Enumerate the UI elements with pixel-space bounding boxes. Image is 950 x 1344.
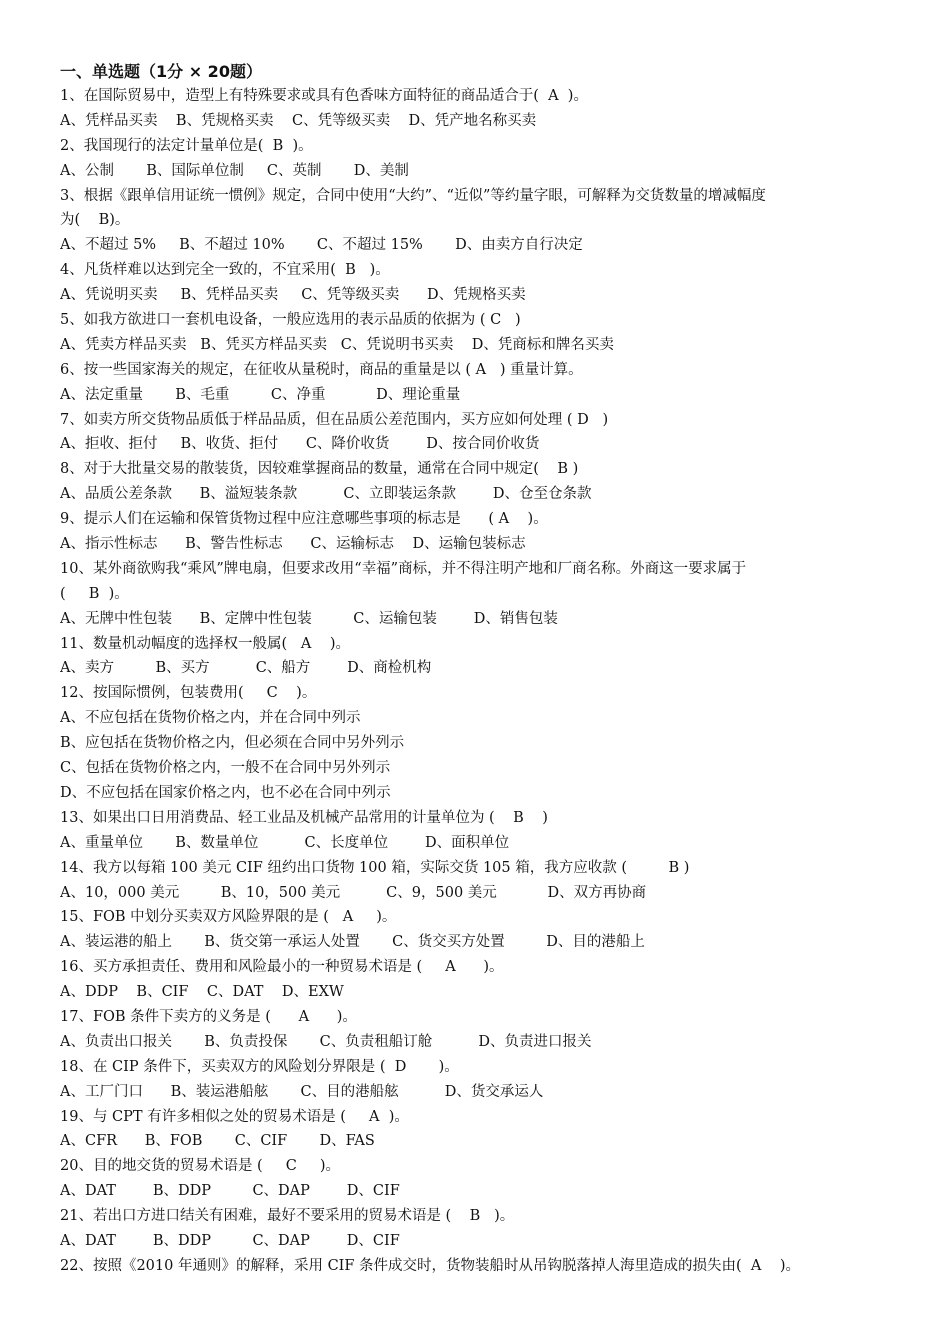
- option-line: A、公制 B、国际单位制 C、英制 D、美制: [60, 162, 409, 179]
- question-line: 20、目的地交货的贸易术语是 ( C )。: [60, 1158, 341, 1175]
- question-line: 3、根据《跟单信用证统一惯例》规定，合同中使用“大约”、“近似”等约量字眼，可解释为交货数量的增减幅度: [60, 187, 766, 204]
- option-line: A、DAT B、DDP C、DAP D、CIF: [60, 1183, 400, 1200]
- question-line: 6、按一些国家海关的规定，在征收从量税时，商品的重量是以 ( A ) 重量计算。: [60, 361, 583, 378]
- section-title: 一、单选题（1分 × 20题）: [60, 62, 262, 81]
- option-line: A、装运港的船上 B、货交第一承运人处置 C、货交买方处置 D、目的港船上: [60, 934, 645, 951]
- option-line: B、应包括在货物价格之内，但必须在合同中另外列示: [60, 735, 405, 752]
- option-line: A、凭卖方样品买卖 B、凭买方样品买卖 C、凭说明书买卖 D、凭商标和牌名买卖: [60, 336, 614, 353]
- question-line: ( B )。: [60, 585, 129, 602]
- question-line: 16、买方承担责任、费用和风险最小的一种贸易术语是 ( A )。: [60, 959, 504, 976]
- option-line: A、DAT B、DDP C、DAP D、CIF: [60, 1232, 400, 1249]
- option-line: A、重量单位 B、数量单位 C、长度单位 D、面积单位: [60, 834, 510, 851]
- exam-document: [60, 60, 900, 1279]
- option-line: A、凭说明买卖 B、凭样品买卖 C、凭等级买卖 D、凭规格买卖: [60, 287, 526, 304]
- question-line: 为( B)。: [60, 212, 130, 229]
- option-line: A、拒收、拒付 B、收货、拒付 C、降价收货 D、按合同价收货: [60, 436, 540, 453]
- question-line: 10、某外商欲购我“乘风”牌电扇，但要求改用“幸福”商标，并不得注明产地和厂商名称。外商这一要求属于: [60, 560, 747, 577]
- question-line: 18、在 CIP 条件下，买卖双方的风险划分界限是 ( D )。: [60, 1058, 459, 1075]
- option-line: A、CFR B、FOB C、CIF D、FAS: [60, 1133, 375, 1150]
- question-line: 22、按照《2010 年通则》的解释，采用 CIF 条件成交时，货物装船时从吊钩脱落掉人海里造成的损失由( A )。: [60, 1257, 800, 1274]
- question-line: 9、提示人们在运输和保管货物过程中应注意哪些事项的标志是 ( A )。: [60, 511, 548, 528]
- option-line: A、不应包括在货物价格之内，并在合同中列示: [60, 710, 361, 727]
- option-line: C、包括在货物价格之内，一般不在合同中另外列示: [60, 760, 391, 777]
- question-line: 13、如果出口日用消费品、轻工业品及机械产品常用的计量单位为 ( B ): [60, 809, 548, 826]
- question-line: 11、数量机动幅度的选择权一般属( A )。: [60, 635, 350, 652]
- option-line: A、工厂门口 B、装运港船舷 C、目的港船舷 D、货交承运人: [60, 1083, 544, 1100]
- question-line: 4、凡货样难以达到完全一致的，不宜采用( B )。: [60, 262, 390, 279]
- question-line: 14、我方以每箱 100 美元 CIF 纽约出口货物 100 箱，实际交货 105 箱，我方应收款 ( B ): [60, 859, 690, 876]
- question-line: 17、FOB 条件下卖方的义务是 ( A )。: [60, 1008, 357, 1025]
- option-line: A、品质公差条款 B、溢短装条款 C、立即装运条款 D、仓至仓条款: [60, 486, 592, 503]
- question-line: 7、如卖方所交货物品质低于样品品质，但在品质公差范围内，买方应如何处理 ( D ): [60, 411, 609, 428]
- question-line: 19、与 CPT 有许多相似之处的贸易术语是 ( A )。: [60, 1108, 409, 1125]
- question-line: 12、按国际惯例，包装费用( C )。: [60, 685, 317, 702]
- question-line: 2、我国现行的法定计量单位是( B )。: [60, 137, 313, 154]
- option-line: A、DDP B、CIF C、DAT D、EXW: [60, 984, 344, 1001]
- option-line: A、凭样品买卖 B、凭规格买卖 C、凭等级买卖 D、凭产地名称买卖: [60, 112, 537, 129]
- option-line: A、不超过 5% B、不超过 10% C、不超过 15% D、由卖方自行决定: [60, 237, 583, 254]
- option-line: A、法定重量 B、毛重 C、净重 D、理论重量: [60, 386, 461, 403]
- option-line: A、指示性标志 B、警告性标志 C、运输标志 D、运输包装标志: [60, 536, 526, 553]
- question-list: [60, 84, 900, 1279]
- question-line: 8、对于大批量交易的散装货，因较难掌握商品的数量，通常在合同中规定( B ): [60, 461, 579, 478]
- question-line: 1、在国际贸易中，造型上有特殊要求或具有色香味方面特征的商品适合于( A )。: [60, 88, 588, 104]
- option-line: A、卖方 B、买方 C、船方 D、商检机构: [60, 660, 432, 677]
- option-line: A、无牌中性包装 B、定牌中性包装 C、运输包装 D、销售包装: [60, 610, 558, 627]
- option-line: D、不应包括在国家价格之内，也不必在合同中列示: [60, 784, 391, 801]
- question-line: 21、若出口方进口结关有困难，最好不要采用的贸易术语是 ( B )。: [60, 1208, 515, 1225]
- option-line: A、负责出口报关 B、负责投保 C、负责租船订舱 D、负责进口报关: [60, 1033, 592, 1050]
- option-line: A、10，000 美元 B、10，500 美元 C、9，500 美元 D、双方再协商: [60, 884, 647, 901]
- question-line: 5、如我方欲进口一套机电设备，一般应选用的表示品质的依据为 ( C ): [60, 312, 521, 329]
- question-line: 15、FOB 中划分买卖双方风险界限的是 ( A )。: [60, 909, 397, 926]
